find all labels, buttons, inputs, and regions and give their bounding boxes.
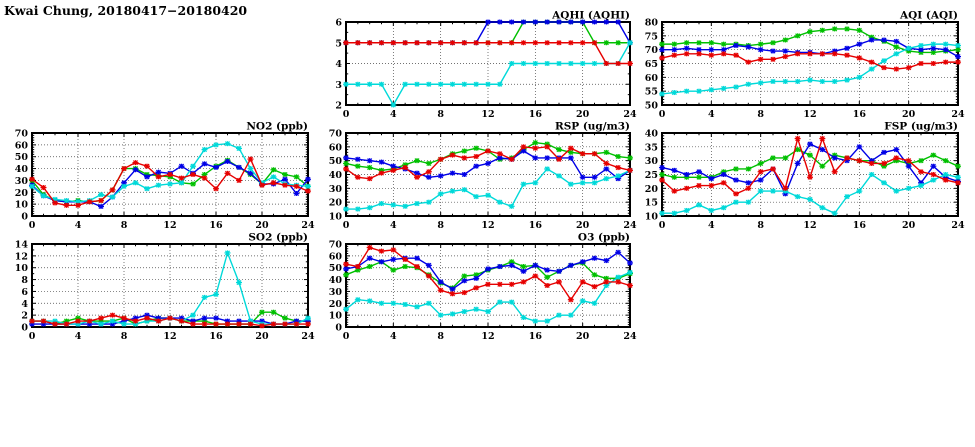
y-tick-label: 2 <box>21 310 28 322</box>
chart-title-rsp: RSP (ug/m3) <box>554 120 630 133</box>
x-tick-label: 0 <box>658 220 666 231</box>
chart-title-aqhi: AQHI (AQHI) <box>552 9 630 22</box>
y-tick-label: 10 <box>14 199 28 211</box>
x-tick-label: 4 <box>74 220 82 231</box>
x-tick-label: 24 <box>951 109 965 120</box>
y-tick-label: 30 <box>328 183 342 195</box>
y-tick-label: 30 <box>14 175 28 187</box>
y-tick-label: 10 <box>328 310 342 322</box>
x-tick-label: 24 <box>623 220 637 231</box>
x-tick-label: 24 <box>301 331 315 342</box>
y-tick-label: 70 <box>328 239 342 251</box>
y-tick-label: 20 <box>14 187 28 199</box>
y-tick-label: 60 <box>14 140 28 152</box>
x-tick-label: 0 <box>658 109 666 120</box>
x-tick-label: 12 <box>481 109 495 120</box>
y-tick-label: 70 <box>644 45 658 57</box>
x-tick-label: 20 <box>576 109 590 120</box>
y-tick-label: 40 <box>644 128 658 140</box>
y-tick-label: 0 <box>21 322 28 334</box>
y-tick-label: 10 <box>328 211 342 223</box>
x-tick-label: 16 <box>528 220 542 231</box>
x-tick-label: 24 <box>623 109 637 120</box>
x-tick-label: 4 <box>390 220 397 231</box>
x-tick-label: 20 <box>255 331 269 342</box>
y-tick-label: 50 <box>14 152 28 164</box>
y-tick-label: 70 <box>14 128 28 140</box>
y-tick-label: 50 <box>328 263 342 275</box>
y-tick-label: 12 <box>14 251 28 263</box>
x-tick-label: 12 <box>803 109 817 120</box>
y-tick-label: 4 <box>335 59 342 70</box>
y-tick-label: 6 <box>335 17 342 29</box>
x-tick-label: 16 <box>528 331 542 342</box>
x-tick-label: 0 <box>342 220 350 231</box>
chart-aqhi <box>335 10 637 121</box>
y-tick-label: 3 <box>335 79 342 91</box>
chart-title-so2: SO2 (ppb) <box>248 231 308 244</box>
x-tick-label: 8 <box>120 220 128 231</box>
y-tick-label: 30 <box>644 156 658 168</box>
chart-title-fsp: FSP (ug/m3) <box>884 120 958 133</box>
x-tick-label: 20 <box>576 331 590 342</box>
x-tick-label: 8 <box>757 220 764 231</box>
y-tick-label: 55 <box>644 86 658 98</box>
chart-no2 <box>15 121 315 232</box>
x-tick-label: 0 <box>28 331 36 342</box>
x-tick-label: 0 <box>342 331 350 342</box>
chart-title-aqi: AQI (AQI) <box>899 9 958 22</box>
y-tick-label: 14 <box>14 239 28 251</box>
y-tick-label: 0 <box>21 211 28 223</box>
chart-title-no2: NO2 (ppb) <box>246 120 308 133</box>
chart-rsp <box>329 121 637 232</box>
chart-title-o3: O3 (ppb) <box>577 231 630 244</box>
y-tick-label: 25 <box>644 170 658 181</box>
x-tick-label: 8 <box>437 220 444 231</box>
x-tick-label: 8 <box>437 109 444 120</box>
y-tick-label: 20 <box>328 298 342 310</box>
x-tick-label: 16 <box>528 109 542 120</box>
x-tick-label: 20 <box>902 109 916 120</box>
y-tick-label: 40 <box>328 170 342 181</box>
y-tick-label: 15 <box>644 197 658 209</box>
y-tick-label: 70 <box>328 128 342 140</box>
x-tick-label: 8 <box>757 109 764 120</box>
y-tick-label: 4 <box>21 298 28 310</box>
y-tick-label: 40 <box>328 275 342 287</box>
x-tick-label: 16 <box>209 331 223 342</box>
y-tick-label: 10 <box>644 211 658 223</box>
x-tick-label: 12 <box>481 331 495 342</box>
y-tick-label: 75 <box>644 31 658 43</box>
y-tick-label: 40 <box>14 164 28 176</box>
y-tick-label: 80 <box>644 17 658 29</box>
x-tick-label: 4 <box>708 220 715 231</box>
x-tick-label: 24 <box>951 220 965 231</box>
y-tick-label: 50 <box>328 156 342 168</box>
y-tick-label: 60 <box>644 72 658 84</box>
chart-so2 <box>15 232 315 343</box>
x-tick-label: 24 <box>623 331 637 342</box>
x-tick-label: 16 <box>209 220 223 231</box>
x-tick-label: 12 <box>481 220 495 231</box>
x-tick-label: 8 <box>437 331 444 342</box>
x-tick-label: 4 <box>708 109 715 120</box>
y-tick-label: 20 <box>644 183 658 195</box>
y-tick-label: 35 <box>644 142 658 154</box>
x-tick-label: 20 <box>576 220 590 231</box>
y-tick-label: 65 <box>644 59 658 70</box>
x-tick-label: 4 <box>390 331 397 342</box>
x-tick-label: 16 <box>852 220 866 231</box>
chart-fsp <box>645 121 965 232</box>
y-tick-label: 10 <box>14 263 28 275</box>
y-tick-label: 5 <box>335 38 342 50</box>
y-tick-label: 8 <box>21 275 28 287</box>
x-tick-label: 16 <box>852 109 866 120</box>
x-tick-label: 20 <box>255 220 269 231</box>
x-tick-label: 0 <box>342 109 350 120</box>
chart-o3 <box>329 232 637 343</box>
y-tick-label: 50 <box>644 100 658 112</box>
x-tick-label: 24 <box>301 220 315 231</box>
chart-aqi <box>645 10 965 121</box>
x-tick-label: 20 <box>902 220 916 231</box>
x-tick-label: 8 <box>120 331 128 342</box>
x-tick-label: 4 <box>74 331 82 342</box>
y-tick-label: 60 <box>328 142 342 154</box>
y-tick-label: 30 <box>328 286 342 298</box>
y-tick-label: 20 <box>328 197 342 209</box>
x-tick-label: 12 <box>803 220 817 231</box>
y-tick-label: 6 <box>21 286 28 298</box>
x-tick-label: 4 <box>390 109 397 120</box>
x-tick-label: 12 <box>163 331 177 342</box>
page-title: Kwai Chung, 20180417−20180420 <box>4 3 248 18</box>
y-tick-label: 60 <box>328 251 342 263</box>
x-tick-label: 0 <box>28 220 36 231</box>
x-tick-label: 12 <box>163 220 177 231</box>
y-tick-label: 2 <box>335 100 342 112</box>
y-tick-label: 0 <box>335 322 342 334</box>
